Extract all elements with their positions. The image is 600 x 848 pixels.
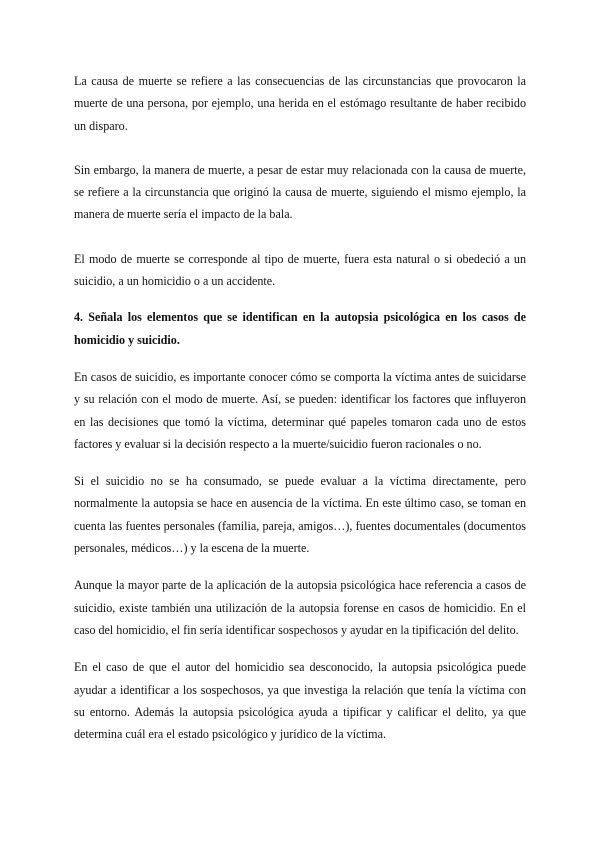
paragraph-unknown-author: En el caso de que el autor del homicidio sea desconocido, la autopsia psicológica puede ayudar a identificar a los sospechosos, ya que investiga la relación que tenía la víctima con su entorno. Además la autopsia psicológica ayuda a tipificar y calificar el delito, ya que determina cuál era el estado psicológico y jurídico de la víctima.	[74, 660, 526, 742]
document-body	[74, 70, 526, 745]
paragraph-cause-of-death: La causa de muerte se refiere a las consecuencias de las circunstancias que provocaron la muerte de una persona, por ejemplo, una herida en el estómago resultante de haber recibido un disparo.	[74, 74, 526, 133]
paragraph-homicide-application: Aunque la mayor parte de la aplicación de la autopsia psicológica hace referencia a casos de suicidio, existe también una utilización de la autopsia forense en casos de homicidio. En el caso del homicidio, el fin sería identificar sospechosos y ayudar en la tipificación del delito.	[74, 578, 526, 637]
paragraph-suicide-cases: En casos de suicidio, es importante conocer cómo se comporta la víctima antes de suicidarse y su relación con el modo de muerte. Así, se pueden: identificar los factores que influyeron en las decisiones que tomó la víctima, determinar qué papeles tomaron cada uno de estos factores y evaluar si la decisión respecto a la muerte/suicidio fueron racionales o no.	[74, 369, 526, 451]
paragraph-unconsummated-suicide: Si el suicidio no se ha consumado, se puede evaluar a la víctima directamente, pero normalmente la autopsia se hace en ausencia de la víctima. En este último caso, se toman en cuenta las fuentes personales (familia, pareja, amigos…), fuentes documentales (documentos personales, médicos…) y la escena de la muerte.	[74, 474, 526, 556]
section-heading: 4. Señala los elementos que se identifican en la autopsia psicológica en los casos de homicidio y suicidio.	[74, 310, 526, 347]
paragraph-mode-of-death: El modo de muerte se corresponde al tipo de muerte, fuera esta natural o si obedeció a un suicidio, a un homicidio o a un accidente.	[74, 251, 526, 289]
paragraph-manner-of-death: Sin embargo, la manera de muerte, a pesar de estar muy relacionada con la causa de muerte, se refiere a la circunstancia que originó la causa de muerte, siguiendo el mismo ejemplo, la manera de muerte sería el impacto de la bala.	[74, 162, 526, 222]
